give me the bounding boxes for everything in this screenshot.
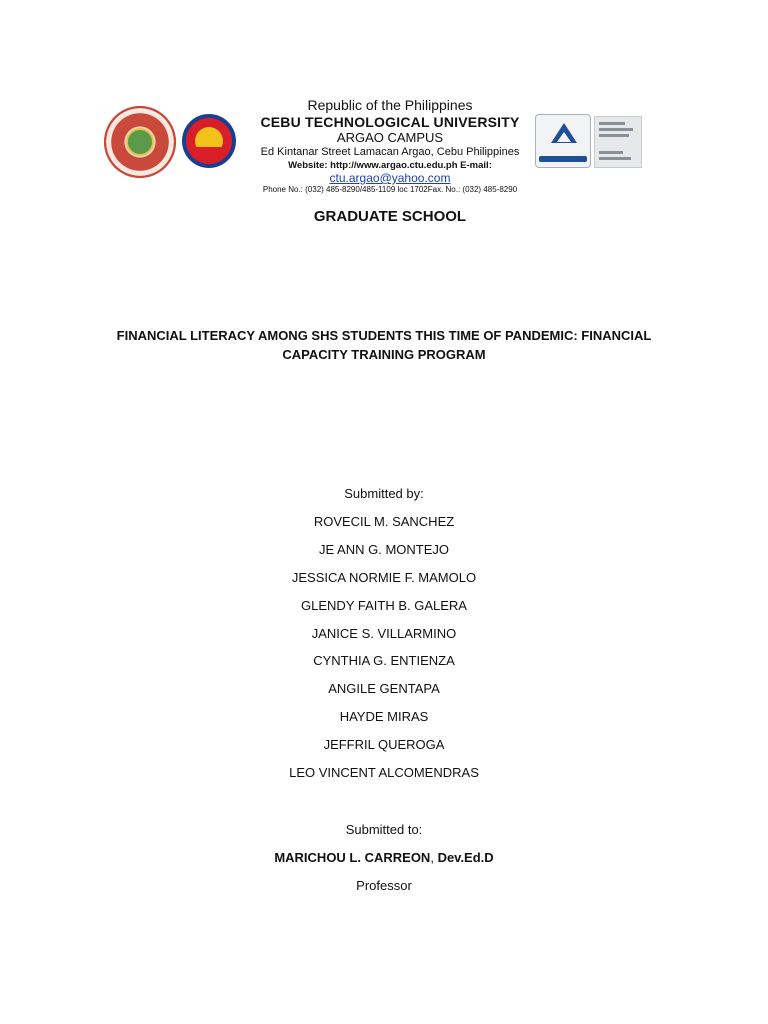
letterhead-email-link[interactable]: ctu.argao@yahoo.com xyxy=(329,171,451,185)
letterhead-website: Website: http://www.argao.ctu.edu.ph E-mail: xyxy=(288,160,492,171)
submitted-by-label: Submitted by: xyxy=(344,486,424,501)
ctu-seal-icon xyxy=(104,106,176,178)
management-system-badge-icon xyxy=(594,116,642,168)
recipient-separator: , xyxy=(430,850,438,865)
letterhead-phone: Phone No.: (032) 485-8290/485-1109 loc 1702Fax. No.: (032) 485-8290 xyxy=(262,185,518,194)
letterhead-republic: Republic of the Philippines xyxy=(307,97,473,113)
author-name: JE ANN G. MONTEJO xyxy=(318,541,449,557)
author-name: JANICE S. VILLARMINO xyxy=(311,625,457,641)
author-name: ANGILE GENTAPA xyxy=(328,681,440,697)
recipient-degree: Dev.Ed.D xyxy=(437,850,494,865)
letterhead-address: Ed Kintanar Street Lamacan Argao, Cebu Philippines xyxy=(260,146,520,158)
recipient-line xyxy=(0,850,768,865)
author-name: HAYDE MIRAS xyxy=(339,709,429,725)
author-name: ROVECIL M. SANCHEZ xyxy=(313,514,455,529)
author-list xyxy=(0,514,768,793)
recipient-name: MARICHOU L. CARREON xyxy=(274,850,431,865)
asean-emblem-icon xyxy=(182,114,236,168)
author-name: GLENDY FAITH B. GALERA xyxy=(301,597,467,613)
letterhead-university: CEBU TECHNOLOGICAL UNIVERSITY xyxy=(260,114,520,130)
letterhead xyxy=(0,0,768,240)
tuv-certification-icon xyxy=(535,114,591,168)
author-name: LEO VINCENT ALCOMENDRAS xyxy=(289,765,479,781)
author-name: JEFFRIL QUEROGA xyxy=(323,737,445,753)
recipient-role: Professor xyxy=(356,878,412,893)
document-title: FINANCIAL LITERACY AMONG SHS STUDENTS THIS TIME OF PANDEMIC: FINANCIAL CAPACITY TRAINING PROGRAM xyxy=(116,328,652,362)
author-name: JESSICA NORMIE F. MAMOLO xyxy=(291,569,477,585)
author-name: CYNTHIA G. ENTIENZA xyxy=(313,653,455,669)
letterhead-school: GRADUATE SCHOOL xyxy=(313,208,467,225)
submitted-to-label: Submitted to: xyxy=(345,822,423,837)
letterhead-campus: ARGAO CAMPUS xyxy=(336,130,444,145)
